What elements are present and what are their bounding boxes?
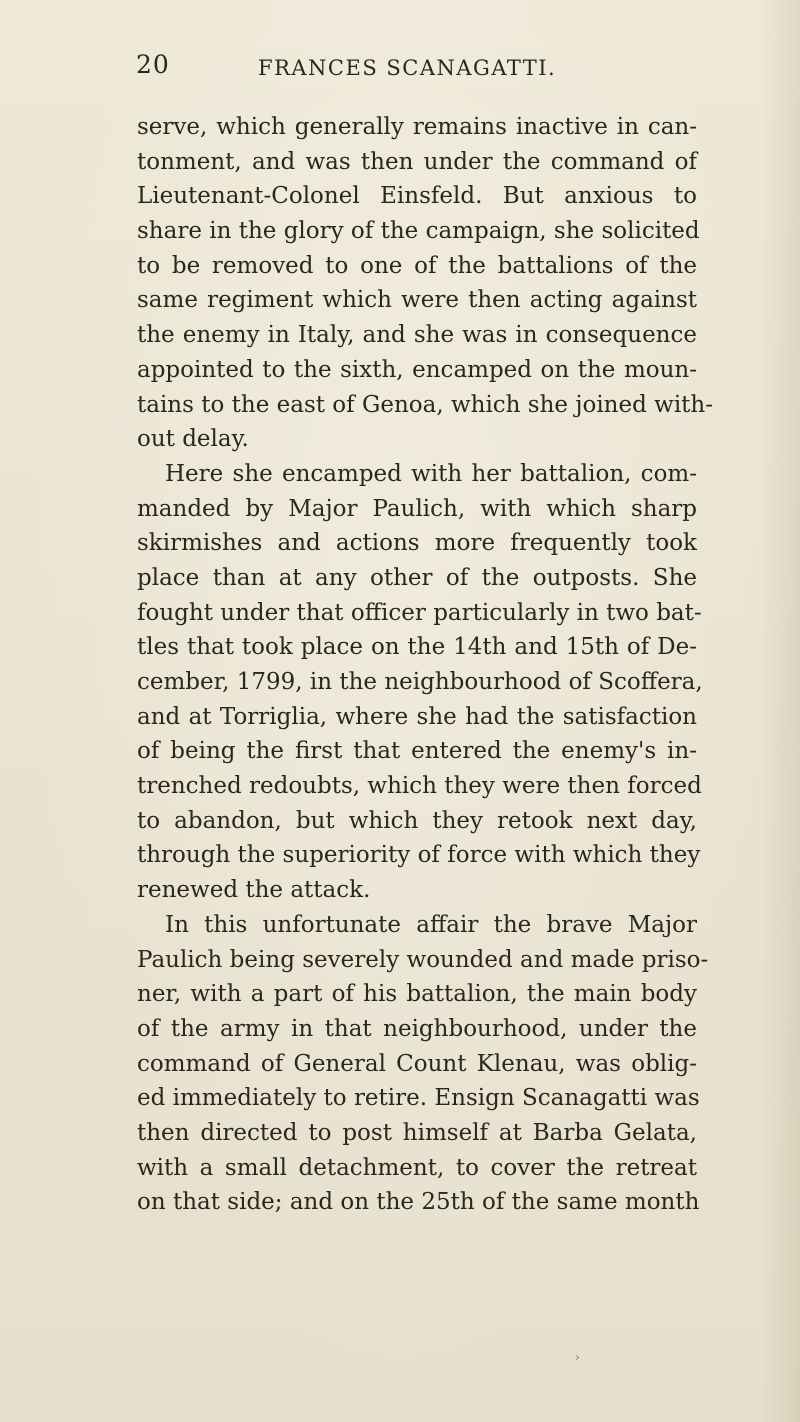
page-edge-shadow: [760, 0, 800, 1422]
paragraph-start: In this unfortunate affair the brave Major: [165, 911, 697, 938]
text-line: serve, which generally remains inactive in can-: [137, 114, 697, 140]
text-line: with a small detachment, to cover the retreat: [137, 1154, 697, 1181]
text-line: fought under that officer particularly in two bat-: [137, 599, 702, 626]
text-line: on that side; and on the 25th of the same month: [137, 1189, 700, 1216]
text-line: manded by Major Paulich, with which sharp: [137, 495, 697, 522]
text-line: ed immediately to retire. Ensign Scanagatti was: [137, 1085, 700, 1112]
text-line: out delay.: [137, 426, 249, 453]
text-line: of the army in that neighbourhood, under the: [137, 1015, 697, 1042]
text-line: the enemy in Italy, and she was in consequence: [137, 322, 697, 349]
paragraph-start: Here she encamped with her battalion, com-: [165, 460, 697, 487]
text-line: through the superiority of force with which they: [137, 842, 701, 869]
text-line: share in the glory of the campaign, she solicited: [137, 218, 700, 245]
text-line: trenched redoubts, which they were then forced: [137, 773, 702, 800]
text-line: ner, with a part of his battalion, the main body: [137, 981, 697, 1008]
text-line: then directed to post himself at Barba Gelata,: [137, 1119, 697, 1146]
text-line: place than at any other of the outposts. She: [137, 564, 697, 591]
text-line: Paulich being severely wounded and made priso-: [137, 946, 709, 973]
running-title: FRANCES SCANAGATTI.: [258, 56, 557, 80]
page-number: 20: [136, 50, 170, 79]
body-text: [137, 110, 714, 1220]
text-line: renewed the attack.: [137, 877, 371, 904]
text-line: of being the first that entered the enemy's in-: [137, 738, 697, 765]
text-line: Lieutenant-Colonel Einsfeld. But anxious to: [137, 183, 697, 210]
text-line: skirmishes and actions more frequently took: [137, 530, 697, 557]
text-line: tles that took place on the 14th and 15th of De-: [137, 634, 697, 661]
text-line: to abandon, but which they retook next day,: [137, 807, 697, 834]
text-line: command of General Count Klenau, was oblig-: [137, 1050, 697, 1077]
text-line: appointed to the sixth, encamped on the moun-: [137, 356, 697, 383]
text-line: same regiment which were then acting against: [137, 287, 697, 314]
text-line: tonment, and was then under the command of: [137, 148, 697, 175]
text-line: tains to the east of Genoa, which she joined with-: [137, 391, 714, 418]
text-line: to be removed to one of the battalions of the: [137, 252, 697, 279]
text-line: cember, 1799, in the neighbourhood of Scoffera,: [137, 669, 703, 695]
printer-mark: ›: [575, 1350, 580, 1364]
text-line: and at Torriglia, where she had the satisfaction: [137, 703, 697, 730]
